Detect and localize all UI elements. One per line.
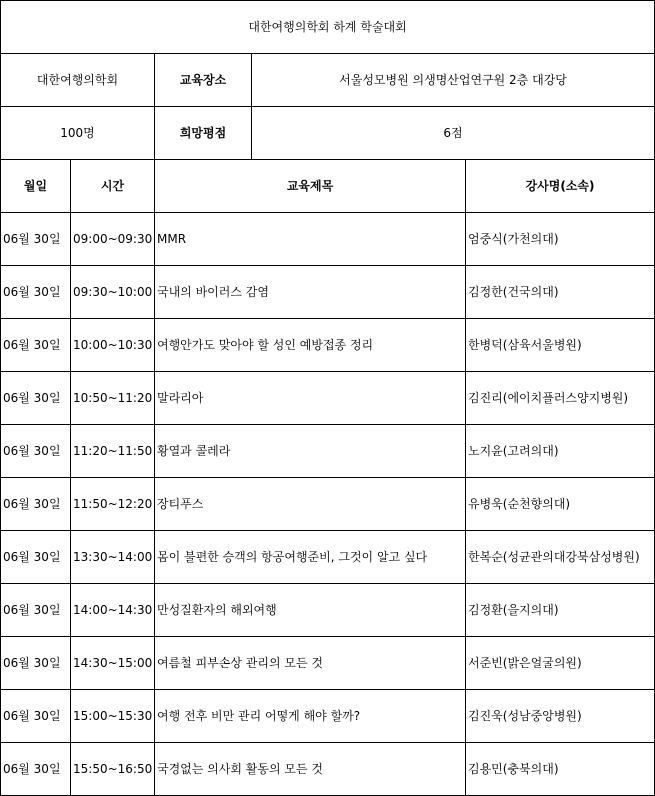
cell-date: 06월 30일	[1, 690, 71, 743]
table-row	[1, 584, 655, 637]
table-row	[1, 531, 655, 584]
cell-date: 06월 30일	[1, 319, 71, 372]
cell-speaker: 한병덕(삼육서울병원)	[466, 319, 655, 372]
cell-speaker: 김용민(충북의대)	[466, 743, 655, 796]
cell-date: 06월 30일	[1, 743, 71, 796]
table-row	[1, 478, 655, 531]
location-value: 서울성모병원 의생명산업연구원 2층 대강당	[252, 54, 655, 107]
title-row	[1, 1, 655, 54]
event-title: 대한여행의학회 하계 학술대회	[1, 1, 655, 54]
table-row	[1, 690, 655, 743]
cell-time: 10:00~10:30	[71, 319, 155, 372]
cell-time: 15:50~16:50	[71, 743, 155, 796]
table-row	[1, 743, 655, 796]
cell-date: 06월 30일	[1, 584, 71, 637]
cell-topic: 여행 전후 비만 관리 어떻게 해야 할까?	[155, 690, 466, 743]
cell-date: 06월 30일	[1, 425, 71, 478]
cell-time: 13:30~14:00	[71, 531, 155, 584]
cell-topic: 여름철 피부손상 관리의 모든 것	[155, 637, 466, 690]
cell-time: 14:30~15:00	[71, 637, 155, 690]
cell-time: 11:50~12:20	[71, 478, 155, 531]
cell-speaker: 김정환(을지의대)	[466, 584, 655, 637]
cell-topic: MMR	[155, 213, 466, 266]
cell-topic: 여행안가도 맞아야 할 성인 예방접종 정리	[155, 319, 466, 372]
header-time: 시간	[71, 160, 155, 213]
cell-topic: 국경없는 의사회 활동의 모든 것	[155, 743, 466, 796]
table-row	[1, 425, 655, 478]
table-row	[1, 213, 655, 266]
cell-topic: 몸이 불편한 승객의 항공여행준비, 그것이 알고 싶다	[155, 531, 466, 584]
cell-time: 15:00~15:30	[71, 690, 155, 743]
cell-time: 10:50~11:20	[71, 372, 155, 425]
cell-date: 06월 30일	[1, 531, 71, 584]
location-label: 교육장소	[155, 54, 252, 107]
location-row	[1, 54, 655, 107]
cell-topic: 황열과 콜레라	[155, 425, 466, 478]
cell-time: 09:30~10:00	[71, 266, 155, 319]
cell-topic: 국내의 바이러스 감염	[155, 266, 466, 319]
cell-time: 14:00~14:30	[71, 584, 155, 637]
table-row	[1, 319, 655, 372]
table-row	[1, 266, 655, 319]
cell-date: 06월 30일	[1, 266, 71, 319]
capacity-row	[1, 107, 655, 160]
cell-topic: 말라리아	[155, 372, 466, 425]
cell-speaker: 한복순(성균관의대강북삼성병원)	[466, 531, 655, 584]
cell-time: 11:20~11:50	[71, 425, 155, 478]
header-speaker: 강사명(소속)	[466, 160, 655, 213]
cell-speaker: 김진리(에이치플러스양지병원)	[466, 372, 655, 425]
header-topic: 교육제목	[155, 160, 466, 213]
credits-value: 6점	[252, 107, 655, 160]
cell-date: 06월 30일	[1, 372, 71, 425]
table-row	[1, 637, 655, 690]
cell-topic: 만성질환자의 해외여행	[155, 584, 466, 637]
organizer-cell: 대한여행의학회	[1, 54, 155, 107]
cell-topic: 장티푸스	[155, 478, 466, 531]
cell-speaker: 서준빈(밝은얼굴의원)	[466, 637, 655, 690]
cell-speaker: 김정한(건국의대)	[466, 266, 655, 319]
cell-speaker: 노지윤(고려의대)	[466, 425, 655, 478]
cell-date: 06월 30일	[1, 637, 71, 690]
cell-time: 09:00~09:30	[71, 213, 155, 266]
header-date: 월일	[1, 160, 71, 213]
cell-speaker: 유병욱(순천향의대)	[466, 478, 655, 531]
credits-label: 희망평점	[155, 107, 252, 160]
capacity-cell: 100명	[1, 107, 155, 160]
cell-date: 06월 30일	[1, 478, 71, 531]
cell-date: 06월 30일	[1, 213, 71, 266]
cell-speaker: 엄중식(가천의대)	[466, 213, 655, 266]
cell-speaker: 김진욱(성남중앙병원)	[466, 690, 655, 743]
column-header-row	[1, 160, 655, 213]
table-row	[1, 372, 655, 425]
